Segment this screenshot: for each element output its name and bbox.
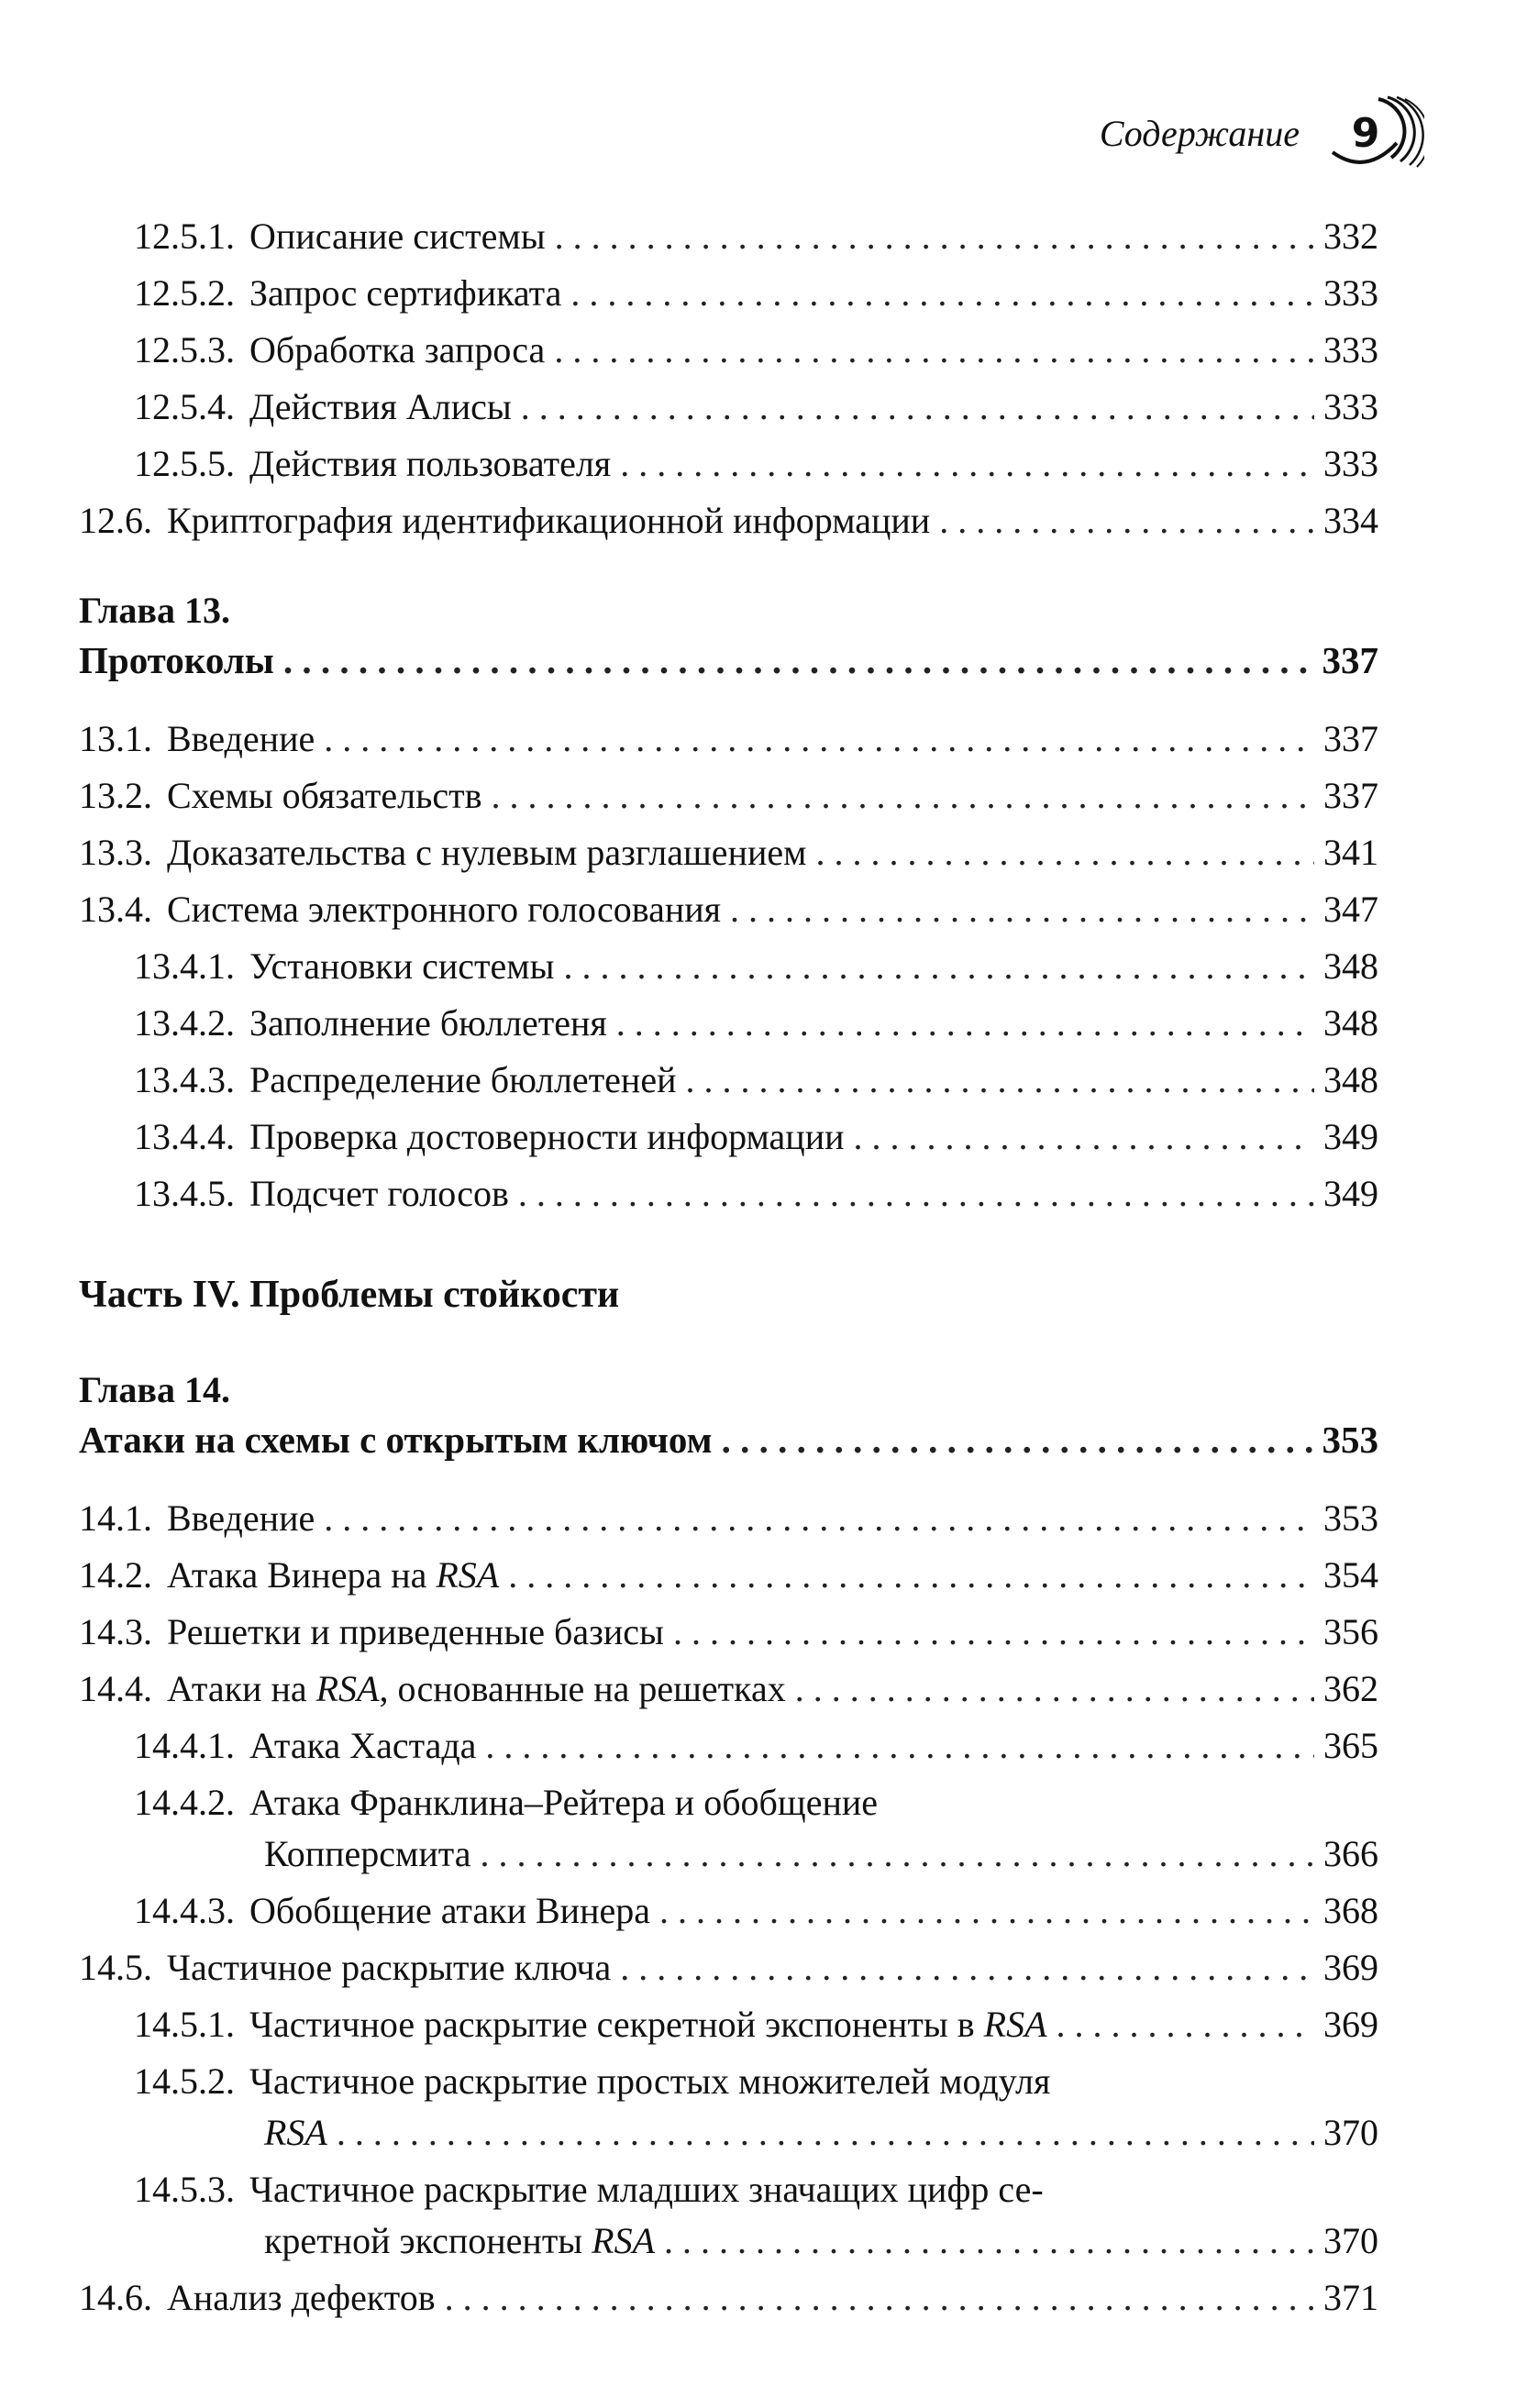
toc-entry[interactable] (134, 443, 1378, 484)
toc-entry[interactable] (134, 1173, 1378, 1214)
entry-title: Введение (167, 1497, 315, 1539)
rsa-term: RSA (315, 1668, 380, 1709)
dot-leader (686, 1062, 1315, 1099)
entry-number: 13.4.4. (134, 1116, 235, 1157)
entry-title-continuation: Копперсмита (264, 1833, 471, 1874)
toc-entry[interactable] (134, 1059, 1378, 1100)
toc-entry[interactable] (134, 2171, 1378, 2208)
entry-title-continuation: кретной экспоненты RSA (264, 2220, 656, 2261)
entry-page: 371 (1323, 2277, 1378, 2318)
entry-page: 348 (1323, 1059, 1378, 1100)
entry-number: 13.2. (79, 775, 152, 816)
toc-entry[interactable] (134, 1116, 1378, 1157)
dot-leader (485, 1728, 1314, 1764)
entry-page: 333 (1323, 272, 1378, 314)
entry-title: Доказательства с нулевым разглашением (167, 832, 807, 873)
entry-title: Обработка запроса (249, 329, 546, 370)
entry-page: 348 (1323, 1002, 1378, 1044)
toc-entry[interactable] (134, 215, 1378, 257)
entry-number: 12.5.5. (134, 443, 235, 484)
dot-leader (445, 2280, 1314, 2316)
dot-leader (722, 1421, 1313, 1459)
rsa-term: RSA (436, 1554, 500, 1596)
page-number-badge (1323, 92, 1424, 174)
entry-page: 356 (1323, 1611, 1378, 1652)
entry-number: 14.5.2. (134, 2060, 235, 2102)
rsa-term: RSA (983, 2004, 1047, 2045)
entry-number: 14.4.2. (134, 1782, 235, 1823)
dot-leader (620, 446, 1314, 482)
entry-page: 370 (1323, 2112, 1378, 2153)
dot-leader (491, 778, 1314, 814)
entry-title: Частичное раскрытие секретной экспоненты в RSA (249, 2004, 1047, 2045)
dot-leader (730, 891, 1314, 928)
toc-entry[interactable] (79, 500, 1378, 541)
dot-leader (795, 1671, 1314, 1707)
toc-entry[interactable] (79, 1668, 1378, 1709)
entry-page: 347 (1323, 889, 1378, 930)
dot-leader (1057, 2006, 1314, 2043)
entry-page: 369 (1323, 2004, 1378, 2045)
dot-leader (659, 1893, 1314, 1929)
entry-title: Частичное раскрытие простых множителей модуля (249, 2060, 1051, 2102)
toc-entry[interactable] (79, 834, 1378, 871)
entry-title: Введение (167, 718, 315, 759)
entry-page: 333 (1323, 443, 1378, 484)
toc-entry[interactable] (79, 775, 1378, 816)
toc-entry[interactable] (79, 1554, 1378, 1596)
entry-number: 13.4.3. (134, 1059, 235, 1100)
entry-number: 12.5.4. (134, 386, 235, 427)
dot-leader (508, 1557, 1314, 1594)
chapter-entry[interactable] (79, 639, 1378, 681)
toc-entry[interactable] (79, 1947, 1378, 1988)
toc-entry[interactable] (134, 386, 1378, 427)
entry-number: 14.6. (79, 2277, 152, 2318)
entry-page: 348 (1323, 945, 1378, 987)
entry-page: 370 (1323, 2220, 1378, 2261)
dot-leader (555, 218, 1314, 255)
entry-number: 12.6. (79, 500, 152, 541)
entry-title: Распределение бюллетеней (249, 1059, 677, 1100)
dot-leader (283, 642, 1313, 679)
entry-number: 13.4.5. (134, 1173, 235, 1214)
entry-title: Атаки на RSA, основанные на решетках (167, 1668, 786, 1709)
dot-leader (854, 1119, 1314, 1155)
entry-number: 14.1. (79, 1497, 152, 1539)
entry-number: 13.1. (79, 718, 152, 759)
entry-page: 334 (1323, 500, 1378, 541)
entry-number: 12.5.3. (134, 329, 235, 370)
entry-number: 13.4.1. (134, 945, 235, 987)
entry-page: 333 (1323, 329, 1378, 370)
toc-entry-continuation[interactable] (264, 2112, 1378, 2153)
chapter-page: 337 (1322, 639, 1378, 681)
part-title: Часть IV. Проблемы стойкости (79, 1274, 620, 1316)
entry-title: Подсчет голосов (249, 1173, 509, 1214)
entry-page: 354 (1323, 1554, 1378, 1596)
dot-leader (521, 389, 1314, 425)
entry-title: Описание системы (249, 215, 546, 257)
entry-number: 14.4. (79, 1668, 152, 1709)
entry-number: 13.3. (79, 832, 152, 873)
entry-title: Анализ дефектов (167, 2277, 436, 2318)
entry-number: 14.5.3. (134, 2169, 235, 2210)
dot-leader (939, 503, 1314, 539)
dot-leader (570, 275, 1314, 312)
entry-title: Обобщение атаки Винера (249, 1890, 650, 1931)
chapter-page: 353 (1322, 1419, 1378, 1461)
toc-entry[interactable] (134, 329, 1378, 370)
dot-leader (337, 2115, 1314, 2151)
toc-entry-continuation[interactable] (264, 1833, 1378, 1874)
dot-leader (324, 1500, 1314, 1537)
toc-entry[interactable] (134, 1784, 1378, 1821)
toc-entry[interactable] (79, 1497, 1378, 1539)
entry-number: 14.4.3. (134, 1890, 235, 1931)
dot-leader (616, 1005, 1314, 1042)
entry-title-continuation: RSA (264, 2112, 327, 2153)
entry-number: 13.4.2. (134, 1002, 235, 1044)
entry-page: 341 (1323, 832, 1378, 873)
entry-number: 14.5.1. (134, 2004, 235, 2045)
entry-title: Запрос сертификата (249, 272, 562, 314)
entry-title: Система электронного голосования (167, 889, 722, 930)
rsa-term: RSA (592, 2220, 656, 2261)
entry-title: Действия пользователя (249, 443, 612, 484)
toc-entry[interactable] (79, 891, 1378, 928)
entry-title: Заполнение бюллетеня (249, 1002, 607, 1044)
entry-page: 337 (1323, 718, 1378, 759)
toc-entry[interactable] (134, 1725, 1378, 1766)
entry-title: Действия Алисы (249, 386, 512, 427)
entry-page: 362 (1323, 1668, 1378, 1709)
entry-title: Криптография идентификационной информации (167, 500, 931, 541)
toc-entry[interactable] (134, 945, 1378, 987)
entry-title: Атака Франклина–Рейтера и обобщение (249, 1782, 879, 1823)
dot-leader (324, 721, 1314, 757)
entry-number: 13.4. (79, 889, 152, 930)
entry-number: 14.5. (79, 1947, 152, 1988)
entry-page: 369 (1323, 1947, 1378, 1988)
dot-leader (620, 1950, 1314, 1986)
toc-entry[interactable] (134, 272, 1378, 314)
dot-leader (480, 1836, 1314, 1872)
dot-leader (673, 1614, 1314, 1651)
dot-leader (815, 834, 1314, 871)
entry-page: 366 (1323, 1833, 1378, 1874)
entry-title: Решетки и приведенные базисы (167, 1611, 664, 1652)
chapter-label: Глава 13. (79, 590, 230, 631)
entry-page: 337 (1323, 775, 1378, 816)
dot-leader (518, 1176, 1314, 1212)
chapter-entry[interactable] (79, 1421, 1378, 1459)
chapter-title: Протоколы (79, 639, 274, 681)
entry-page: 332 (1323, 215, 1378, 257)
entry-title: Проверка достоверности информации (249, 1116, 845, 1157)
dot-leader (554, 332, 1314, 369)
entry-page: 349 (1323, 1116, 1378, 1157)
entry-title: Атака Винера на RSA (167, 1554, 500, 1596)
entry-number: 12.5.2. (134, 272, 235, 314)
entry-page: 333 (1323, 386, 1378, 427)
entry-page: 368 (1323, 1890, 1378, 1931)
page-number: 9 (1351, 110, 1380, 157)
chapter-title: Атаки на схемы с открытым ключом (79, 1419, 713, 1461)
entry-title: Схемы обязательств (167, 775, 482, 816)
chapter-label: Глава 14. (79, 1369, 230, 1410)
toc-entry[interactable] (134, 2006, 1378, 2043)
entry-title: Частичное раскрытие ключа (167, 1947, 612, 1988)
entry-page: 349 (1323, 1173, 1378, 1214)
dot-leader (664, 2223, 1314, 2259)
toc-entry[interactable] (79, 1611, 1378, 1652)
entry-number: 12.5.1. (134, 215, 235, 257)
toc-entry[interactable] (134, 1890, 1378, 1931)
entry-page: 365 (1323, 1725, 1378, 1766)
entry-number: 14.4.1. (134, 1725, 235, 1766)
entry-page: 353 (1323, 1497, 1378, 1539)
entry-title: Атака Хастада (249, 1725, 477, 1766)
header-title: Содержание (1099, 112, 1300, 154)
toc-entry[interactable] (134, 2060, 1378, 2102)
toc-entry[interactable] (79, 718, 1378, 759)
entry-title: Установки системы (249, 945, 555, 987)
dot-leader (563, 948, 1314, 985)
toc-entry[interactable] (79, 2277, 1378, 2318)
running-header (1100, 92, 1424, 174)
toc-entry[interactable] (134, 1002, 1378, 1044)
entry-number: 14.3. (79, 1611, 152, 1652)
entry-title: Частичное раскрытие младших значащих цифр се- (249, 2169, 1044, 2210)
entry-number: 14.2. (79, 1554, 152, 1596)
toc-entry-continuation[interactable] (264, 2220, 1378, 2261)
